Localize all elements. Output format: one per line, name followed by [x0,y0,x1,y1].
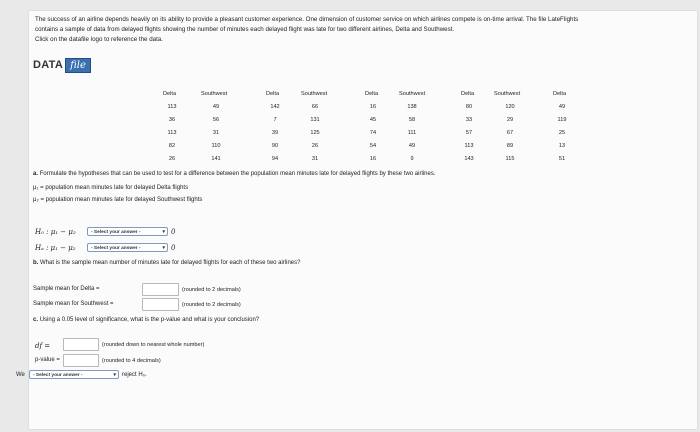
cell-delta: 45 [369,117,377,123]
cell-southwest: 66 [311,104,319,110]
cell-delta: 80 [465,104,473,110]
part-b-question [33,260,300,266]
cell-delta: 33 [465,117,473,123]
cell-southwest: 29 [506,117,514,123]
data-table [29,91,697,173]
cell-southwest: 141 [211,156,221,162]
df-label: df = [35,342,51,350]
cell-delta: 113 [167,130,177,136]
cell-delta: 16 [369,104,377,110]
conclusion-select[interactable] [29,370,119,379]
cell-southwest: 49 [408,143,416,149]
cell-delta: 26 [168,156,176,162]
h0-rhs-zero: 0 [171,228,176,236]
cell-southwest: 125 [310,130,320,136]
intro-line-2: contains a sample of data from delayed flights showing the number of minutes each delayed flight was late for two different airlines, Delta and Southwest. [35,26,455,33]
we-label: We [16,372,25,378]
ha-select-text: - Select your answer - [91,246,141,251]
cell-delta: 54 [369,143,377,149]
part-b-question-text: What is the sample mean number of minutes late for delayed flights for each of these two airlines? [40,260,301,266]
cell-delta: 90 [271,143,279,149]
mu1-definition: μ₁ = population mean minutes late for delayed Delta flights [33,185,189,191]
cell-delta: 143 [464,156,474,162]
cell-delta: 142 [270,104,280,110]
p-value-round-note: (rounded to 4 decimals) [102,358,161,364]
cell-southwest: 31 [212,130,220,136]
cell-southwest: 131 [310,117,320,123]
chevron-down-icon: ▾ [162,245,165,251]
cell-delta: 82 [168,143,176,149]
cell-delta: 7 [273,117,277,123]
part-c-label: c. [33,317,39,323]
question-page [16,10,698,430]
intro-line-3: Click on the datafile logo to reference the data. [35,36,163,43]
ha-lhs: Hₐ : μ₁ − μ₂ [35,244,76,252]
cell-delta: 119 [557,117,567,123]
cell-delta: 51 [558,156,566,162]
col-header-southwest: Southwest [201,91,228,97]
datafile-logo[interactable] [33,57,91,73]
intro-line-1: The success of an airline depends heavily on its ability to provide a pleasant customer experience. One dimension of customer service on which airlines compete is on-time arrival. The file LateFlights [35,16,579,23]
col-header-delta: Delta [163,91,177,97]
cell-southwest: 31 [311,156,319,162]
cell-delta: 36 [168,117,176,123]
cell-southwest: 26 [311,143,319,149]
cell-delta: 39 [271,130,279,136]
part-c-question [33,317,259,323]
col-header-delta: Delta [461,91,475,97]
cell-delta: 13 [558,143,566,149]
reject-h0-text: reject H₀. [122,372,147,378]
southwest-mean-input[interactable] [142,298,179,311]
chevron-down-icon: ▾ [162,229,165,235]
h0-relation-select[interactable] [87,227,168,236]
ha-relation-select[interactable] [87,243,168,252]
cell-southwest: 49 [212,104,220,110]
part-a-question [33,171,435,177]
cell-delta: 49 [558,104,566,110]
p-value-input[interactable] [63,354,99,367]
conclusion-select-text: - Select your answer - [33,373,83,378]
cell-delta: 25 [558,130,566,136]
cell-southwest: 138 [407,104,417,110]
df-round-note: (rounded down to nearest whole number) [102,342,205,348]
col-header-delta: Delta [553,91,567,97]
mu2-definition: μ₂ = population mean minutes late for delayed Southwest flights [33,197,203,203]
df-input[interactable] [63,338,99,351]
cell-southwest: 110 [211,143,221,149]
h0-select-text: - Select your answer - [91,230,141,235]
part-c-question-text: Using a 0.05 level of significance, what is the p-value and what is your conclusion? [39,317,260,323]
ha-rhs-zero: 0 [171,244,176,252]
part-b-label: b. [33,260,39,266]
delta-round-note: (rounded to 2 decimals) [182,287,241,293]
cell-delta: 57 [465,130,473,136]
cell-southwest: 56 [212,117,220,123]
h0-lhs: H₀ : μ₁ − μ₂ [35,228,76,236]
chevron-down-icon: ▾ [113,372,116,378]
cell-delta: 94 [271,156,279,162]
delta-mean-input[interactable] [142,283,179,296]
cell-southwest: 58 [408,117,416,123]
cell-southwest: 111 [407,130,417,136]
cell-delta: 113 [464,143,474,149]
col-header-southwest: Southwest [301,91,328,97]
cell-delta: 113 [167,104,177,110]
col-header-delta: Delta [365,91,379,97]
col-header-southwest: Southwest [494,91,521,97]
col-header-southwest: Southwest [399,91,426,97]
datafile-logo-data-text: DATA [33,59,64,71]
datafile-logo-file-icon: file [65,58,91,73]
cell-delta: 74 [369,130,377,136]
part-a-question-text: Formulate the hypotheses that can be used to test for a difference between the population mean minutes late for delayed flights by these two airlines. [39,171,436,177]
problem-intro [35,15,685,45]
southwest-round-note: (rounded to 2 decimals) [182,302,241,308]
cell-southwest: 120 [505,104,515,110]
cell-delta: 16 [369,156,377,162]
col-header-delta: Delta [266,91,280,97]
cell-southwest: 67 [506,130,514,136]
delta-mean-label: Sample mean for Delta = [33,286,100,292]
part-a-label: a. [33,171,39,177]
cell-southwest: 9 [410,156,414,162]
p-value-label: p-value = [35,357,60,363]
cell-southwest: 89 [506,143,514,149]
cell-southwest: 115 [505,156,515,162]
southwest-mean-label: Sample mean for Southwest = [33,301,114,307]
